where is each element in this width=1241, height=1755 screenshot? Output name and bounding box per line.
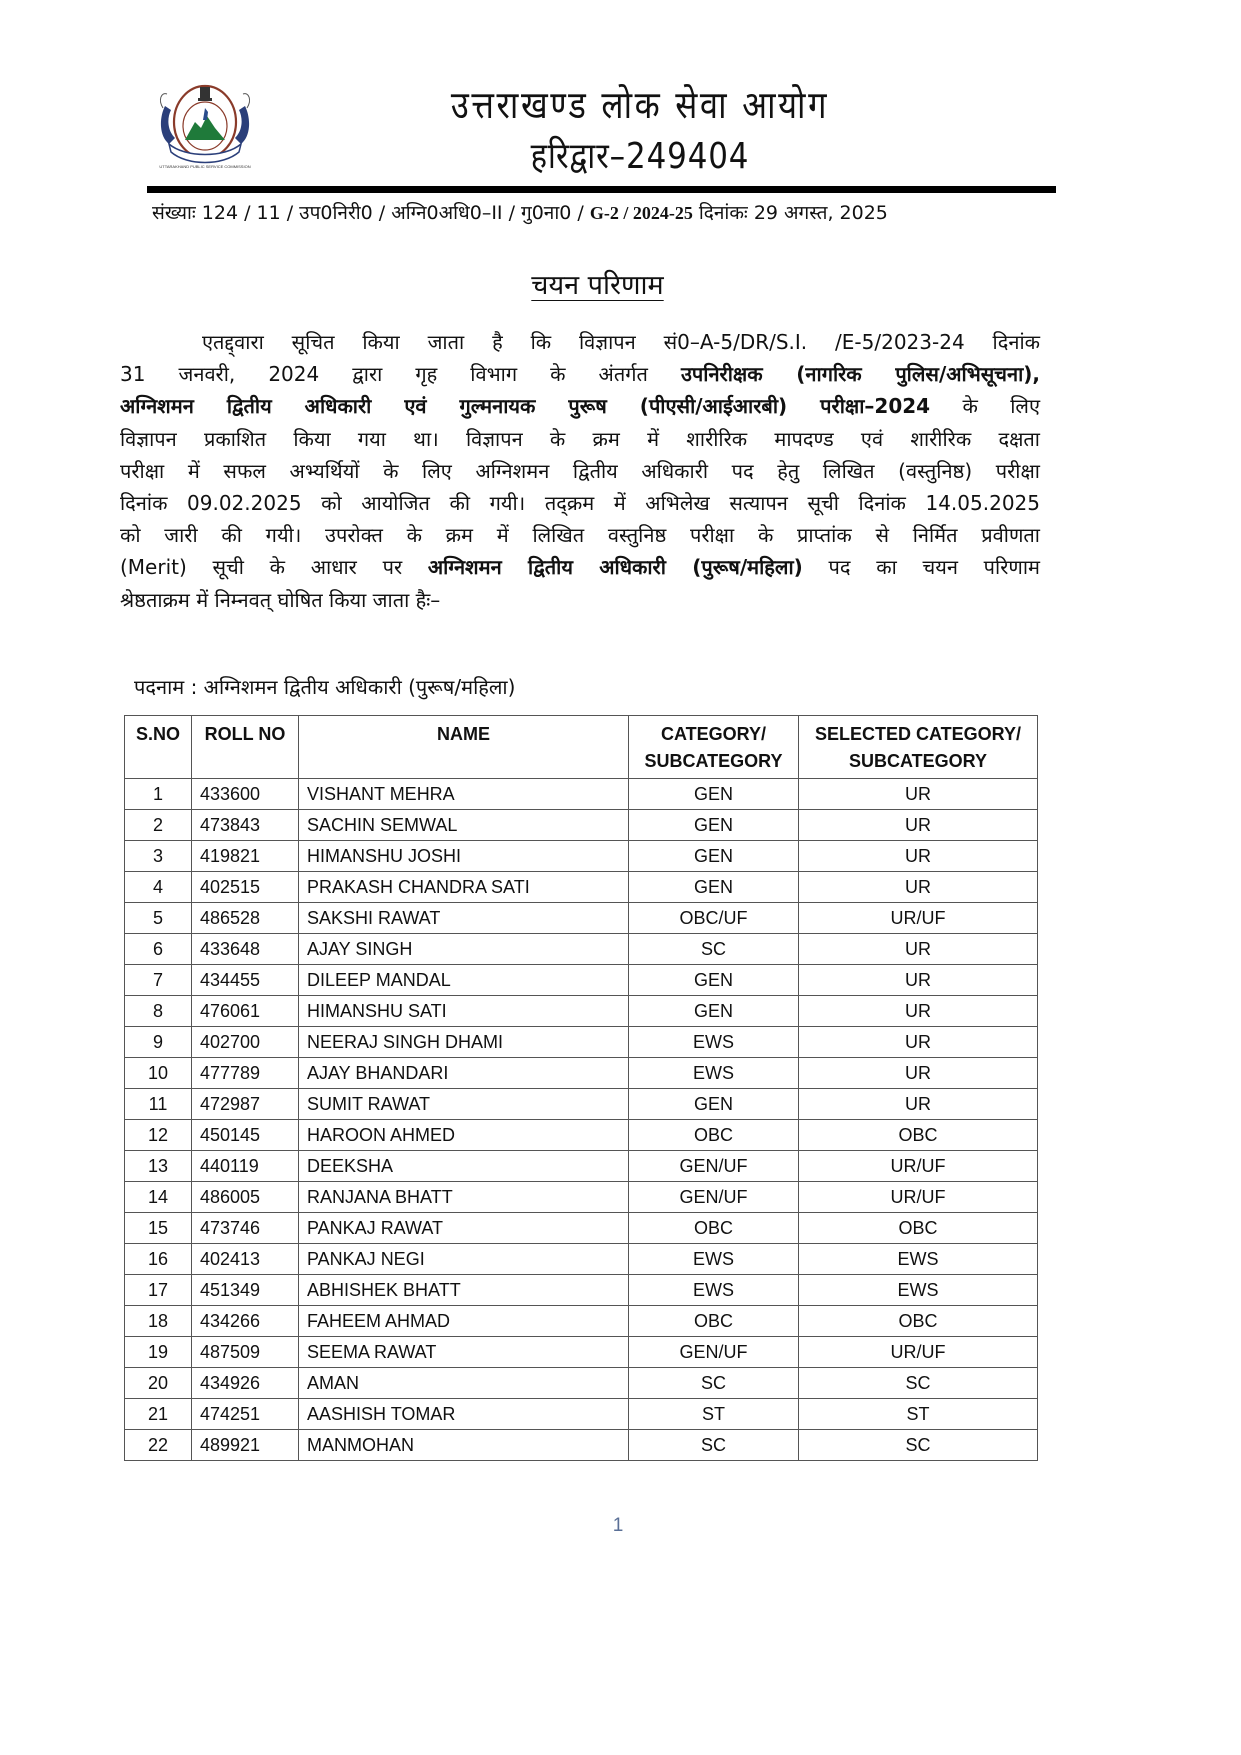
cell-roll-no: 474251: [192, 1399, 299, 1430]
cell-sno: 3: [125, 841, 192, 872]
cell-category: OBC: [629, 1213, 799, 1244]
cell-category: GEN: [629, 872, 799, 903]
cell-category: EWS: [629, 1027, 799, 1058]
page-number: 1: [612, 1515, 624, 1536]
cell-name: SACHIN SEMWAL: [299, 810, 629, 841]
header-divider: [147, 186, 1056, 193]
cell-selected-category: UR: [799, 779, 1038, 810]
cell-name: HAROON AHMED: [299, 1120, 629, 1151]
paragraph-line: एतद्द्वारा सूचित किया जाता है कि विज्ञापन सं0–A-5/DR/S.I. /E-5/2023-24 दिनांक: [202, 330, 1040, 354]
cell-sno: 9: [125, 1027, 192, 1058]
table-row: [125, 965, 1038, 996]
cell-selected-category: UR: [799, 965, 1038, 996]
table-row: [125, 1027, 1038, 1058]
table-row: [125, 1213, 1038, 1244]
notice-paragraph: [120, 326, 1040, 616]
reference-prefix: संख्याः 124 / 11 / उप0निरी0 / अग्नि0अधि0–II / गु0ना0 /: [152, 202, 590, 224]
cell-category: GEN/UF: [629, 1337, 799, 1368]
cell-selected-category: EWS: [799, 1244, 1038, 1275]
cell-category: GEN: [629, 841, 799, 872]
cell-name: PANKAJ RAWAT: [299, 1213, 629, 1244]
table-row: [125, 841, 1038, 872]
cell-name: NEERAJ SINGH DHAMI: [299, 1027, 629, 1058]
cell-roll-no: 477789: [192, 1058, 299, 1089]
svg-text:UTTARAKHAND PUBLIC SERVICE COM: UTTARAKHAND PUBLIC SERVICE COMMISSION: [159, 164, 251, 169]
cell-category: GEN/UF: [629, 1182, 799, 1213]
cell-category: ST: [629, 1399, 799, 1430]
selected-post-emphasis: अग्निशमन द्वितीय अधिकारी (पुरूष/महिला): [427, 555, 803, 580]
paragraph-line: परीक्षा में सफल अभ्यर्थियों के लिए अग्निशमन द्वितीय अधिकारी पद हेतु लिखित (वस्तुनिष्ठ) परीक्षा: [120, 458, 1040, 483]
cell-category: GEN: [629, 965, 799, 996]
cell-sno: 15: [125, 1213, 192, 1244]
cell-sno: 16: [125, 1244, 192, 1275]
cell-name: ABHISHEK BHATT: [299, 1275, 629, 1306]
cell-roll-no: 487509: [192, 1337, 299, 1368]
cell-selected-category: UR: [799, 1089, 1038, 1120]
cell-category: SC: [629, 934, 799, 965]
cell-selected-category: OBC: [799, 1306, 1038, 1337]
reference-number-line: [152, 199, 1057, 227]
cell-roll-no: 486005: [192, 1182, 299, 1213]
cell-roll-no: 402413: [192, 1244, 299, 1275]
organization-address: हरिद्वार–249404: [530, 136, 750, 177]
cell-sno: 19: [125, 1337, 192, 1368]
post-designation-label: पदनाम : अग्निशमन द्वितीय अधिकारी (पुरूष/महिला): [134, 675, 516, 699]
post-name-emphasis: उपनिरीक्षक (नागरिक पुलिस/अभिसूचना),: [680, 362, 1041, 387]
emblem-icon: [155, 78, 255, 170]
cell-selected-category: UR: [799, 841, 1038, 872]
cell-category: OBC/UF: [629, 903, 799, 934]
cell-selected-category: UR: [799, 1027, 1038, 1058]
cell-sno: 7: [125, 965, 192, 996]
cell-selected-category: UR/UF: [799, 1182, 1038, 1213]
cell-roll-no: 434926: [192, 1368, 299, 1399]
cell-name: HIMANSHU JOSHI: [299, 841, 629, 872]
cell-sno: 10: [125, 1058, 192, 1089]
cell-sno: 20: [125, 1368, 192, 1399]
cell-category: GEN: [629, 1089, 799, 1120]
paragraph-line: 31 जनवरी, 2024 द्वारा गृह विभाग के अंतर्गत उपनिरीक्षक (नागरिक पुलिस/अभिसूचना),: [120, 362, 1041, 387]
cell-category: SC: [629, 1430, 799, 1461]
cell-category: GEN: [629, 779, 799, 810]
cell-selected-category: SC: [799, 1368, 1038, 1399]
cell-roll-no: 472987: [192, 1089, 299, 1120]
cell-selected-category: EWS: [799, 1275, 1038, 1306]
cell-name: AJAY BHANDARI: [299, 1058, 629, 1089]
cell-roll-no: 419821: [192, 841, 299, 872]
cell-name: DILEEP MANDAL: [299, 965, 629, 996]
paragraph-line: अग्निशमन द्वितीय अधिकारी एवं गुल्मनायक पुरूष (पीएसी/आईआरबी) परीक्षा–2024 के लिए: [120, 394, 1041, 419]
table-row: [125, 1306, 1038, 1337]
cell-name: PANKAJ NEGI: [299, 1244, 629, 1275]
cell-selected-category: OBC: [799, 1120, 1038, 1151]
document-heading: [440, 265, 755, 302]
cell-roll-no: 402700: [192, 1027, 299, 1058]
cell-name: HIMANSHU SATI: [299, 996, 629, 1027]
cell-roll-no: 486528: [192, 903, 299, 934]
table-row: [125, 1182, 1038, 1213]
header-name: NAME: [299, 716, 629, 779]
exam-name-emphasis: अग्निशमन द्वितीय अधिकारी एवं गुल्मनायक पुरूष (पीएसी/आईआरबी) परीक्षा–2024: [120, 394, 931, 419]
cell-name: SUMIT RAWAT: [299, 1089, 629, 1120]
header-sno: S.NO: [125, 716, 192, 779]
cell-name: PRAKASH CHANDRA SATI: [299, 872, 629, 903]
cell-selected-category: UR: [799, 934, 1038, 965]
cell-category: GEN: [629, 996, 799, 1027]
table-row: [125, 903, 1038, 934]
cell-category: OBC: [629, 1306, 799, 1337]
cell-sno: 22: [125, 1430, 192, 1461]
cell-name: AMAN: [299, 1368, 629, 1399]
cell-roll-no: 434455: [192, 965, 299, 996]
cell-name: SEEMA RAWAT: [299, 1337, 629, 1368]
organization-name: उत्तराखण्ड लोक सेवा आयोग: [450, 83, 830, 127]
table-row: [125, 810, 1038, 841]
cell-sno: 13: [125, 1151, 192, 1182]
table-row: [125, 996, 1038, 1027]
cell-roll-no: 402515: [192, 872, 299, 903]
cell-roll-no: 473843: [192, 810, 299, 841]
heading-text: चयन परिणाम: [531, 270, 664, 301]
table-header-row: [125, 716, 1038, 779]
header-roll-no: ROLL NO: [192, 716, 299, 779]
cell-selected-category: ST: [799, 1399, 1038, 1430]
table-row: [125, 1337, 1038, 1368]
paragraph-line: को जारी की गयी। उपरोक्त के क्रम में लिखित वस्तुनिष्ठ परीक्षा के प्राप्तांक से निर्मित प्रवीणता: [120, 523, 1040, 548]
table-row: [125, 1120, 1038, 1151]
cell-sno: 8: [125, 996, 192, 1027]
cell-selected-category: OBC: [799, 1213, 1038, 1244]
cell-category: EWS: [629, 1058, 799, 1089]
cell-roll-no: 450145: [192, 1120, 299, 1151]
commission-emblem-logo: [155, 78, 255, 170]
header-selected-category: SELECTED CATEGORY/ SUBCATEGORY: [799, 716, 1038, 779]
cell-selected-category: UR: [799, 810, 1038, 841]
table-row: [125, 934, 1038, 965]
cell-sno: 12: [125, 1120, 192, 1151]
cell-category: SC: [629, 1368, 799, 1399]
cell-sno: 18: [125, 1306, 192, 1337]
cell-roll-no: 473746: [192, 1213, 299, 1244]
reference-code: G-2 / 2024-25: [589, 203, 693, 223]
paragraph-line: विज्ञापन प्रकाशित किया गया था। विज्ञापन के क्रम में शारीरिक मापदण्ड एवं शारीरिक दक्षता: [120, 426, 1040, 451]
header-category: CATEGORY/ SUBCATEGORY: [629, 716, 799, 779]
cell-sno: 5: [125, 903, 192, 934]
cell-sno: 1: [125, 779, 192, 810]
cell-roll-no: 476061: [192, 996, 299, 1027]
cell-name: SAKSHI RAWAT: [299, 903, 629, 934]
cell-name: RANJANA BHATT: [299, 1182, 629, 1213]
cell-roll-no: 434266: [192, 1306, 299, 1337]
table-row: [125, 1089, 1038, 1120]
cell-name: AASHISH TOMAR: [299, 1399, 629, 1430]
cell-category: OBC: [629, 1120, 799, 1151]
cell-sno: 2: [125, 810, 192, 841]
cell-name: FAHEEM AHMAD: [299, 1306, 629, 1337]
table-row: [125, 1275, 1038, 1306]
table-row: [125, 1244, 1038, 1275]
table-row: [125, 1430, 1038, 1461]
cell-roll-no: 440119: [192, 1151, 299, 1182]
table-row: [125, 1058, 1038, 1089]
cell-selected-category: UR: [799, 1058, 1038, 1089]
paragraph-line: (Merit) सूची के आधार पर अग्निशमन द्वितीय अधिकारी (पुरूष/महिला) पद का चयन परिणाम: [120, 555, 1040, 580]
reference-date: दिनांकः 29 अगस्त, 2025: [692, 202, 888, 224]
table-row: [125, 1151, 1038, 1182]
cell-category: GEN: [629, 810, 799, 841]
cell-name: MANMOHAN: [299, 1430, 629, 1461]
cell-sno: 6: [125, 934, 192, 965]
cell-sno: 17: [125, 1275, 192, 1306]
cell-roll-no: 433600: [192, 779, 299, 810]
cell-category: EWS: [629, 1244, 799, 1275]
cell-selected-category: UR: [799, 872, 1038, 903]
paragraph-line: दिनांक 09.02.2025 को आयोजित की गयी। तद्क्रम में अभिलेख सत्यापन सूची दिनांक 14.05.2025: [120, 490, 1040, 515]
table-row: [125, 1399, 1038, 1430]
cell-selected-category: SC: [799, 1430, 1038, 1461]
paragraph-line: श्रेष्ठताक्रम में निम्नवत् घोषित किया जाता हैः–: [120, 587, 441, 612]
cell-category: EWS: [629, 1275, 799, 1306]
cell-selected-category: UR: [799, 996, 1038, 1027]
cell-selected-category: UR/UF: [799, 1337, 1038, 1368]
table-row: [125, 779, 1038, 810]
table-row: [125, 1368, 1038, 1399]
table-row: [125, 872, 1038, 903]
cell-sno: 4: [125, 872, 192, 903]
cell-roll-no: 433648: [192, 934, 299, 965]
cell-roll-no: 451349: [192, 1275, 299, 1306]
selection-results-table: [124, 715, 1038, 1461]
cell-category: GEN/UF: [629, 1151, 799, 1182]
cell-selected-category: UR/UF: [799, 903, 1038, 934]
table-body: [125, 779, 1038, 1461]
cell-name: DEEKSHA: [299, 1151, 629, 1182]
cell-sno: 11: [125, 1089, 192, 1120]
cell-name: AJAY SINGH: [299, 934, 629, 965]
cell-selected-category: UR/UF: [799, 1151, 1038, 1182]
cell-roll-no: 489921: [192, 1430, 299, 1461]
cell-name: VISHANT MEHRA: [299, 779, 629, 810]
cell-sno: 14: [125, 1182, 192, 1213]
cell-sno: 21: [125, 1399, 192, 1430]
